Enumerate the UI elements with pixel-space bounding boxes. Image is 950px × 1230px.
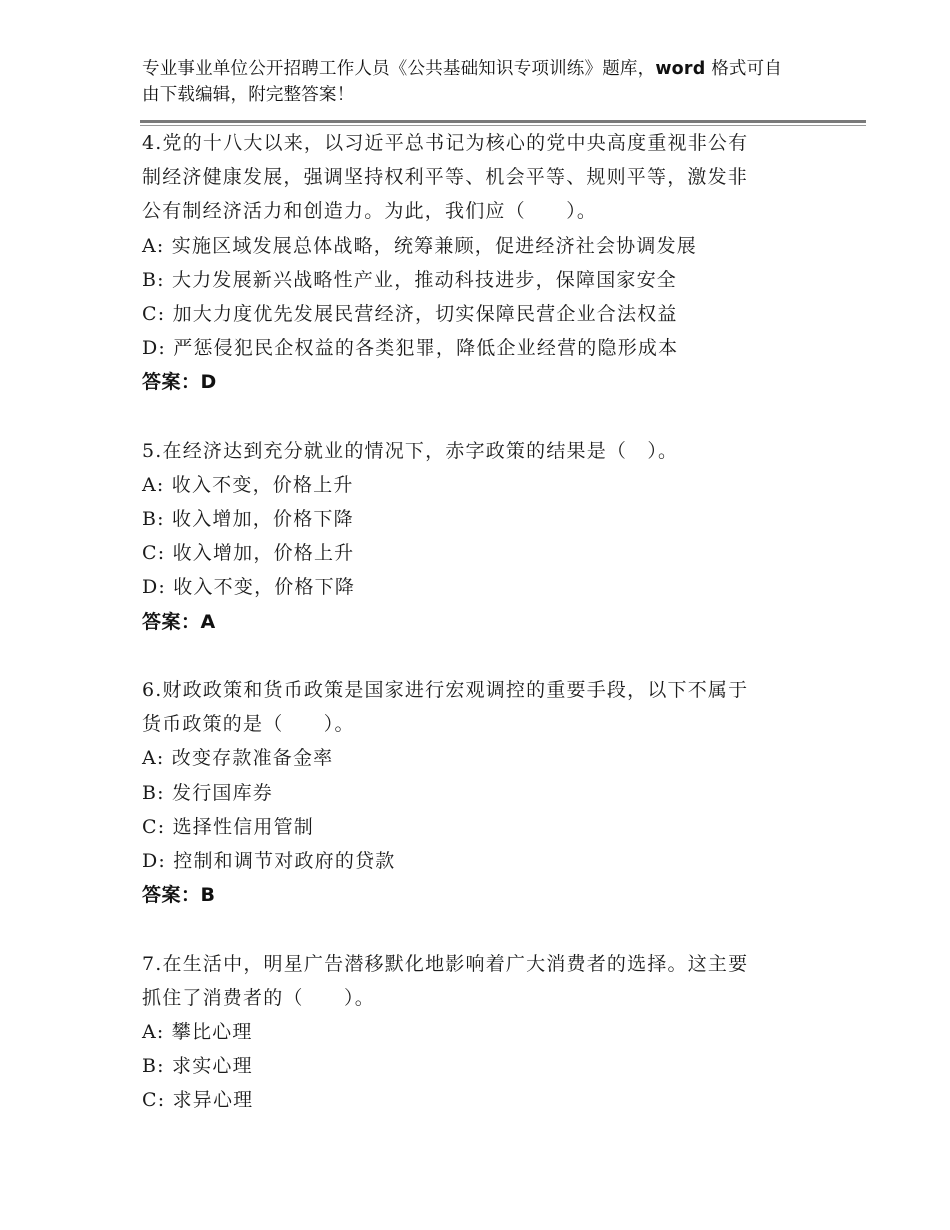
separator-thick-line bbox=[140, 120, 866, 123]
question-7 bbox=[142, 947, 802, 1118]
option-key: B: bbox=[142, 508, 165, 531]
option-a bbox=[142, 741, 802, 775]
option-key: D: bbox=[142, 576, 167, 599]
option-b bbox=[142, 776, 802, 810]
option-key: C: bbox=[142, 1089, 166, 1112]
option-a bbox=[142, 1015, 802, 1049]
option-text: 攀比心理 bbox=[164, 1020, 253, 1043]
question-list bbox=[142, 126, 802, 1117]
option-key: B: bbox=[142, 268, 165, 291]
question-5 bbox=[142, 434, 802, 639]
header-line-2: 由下载编辑，附完整答案！ bbox=[142, 85, 355, 105]
option-text: 收入不变，价格上升 bbox=[164, 473, 354, 496]
option-text: 收入增加，价格上升 bbox=[165, 542, 355, 565]
spacer bbox=[142, 912, 802, 946]
header-line-1-prefix: 专业事业单位公开招聘工作人员《公共基础知识专项训练》题库， bbox=[142, 59, 656, 79]
option-key: B: bbox=[142, 781, 165, 804]
option-text: 实施区域发展总体战略，统筹兼顾，促进经济社会协调发展 bbox=[164, 234, 697, 257]
question-stem-line: 货币政策的是（ ）。 bbox=[142, 713, 355, 736]
option-key: C: bbox=[142, 542, 166, 565]
option-key: C: bbox=[142, 302, 166, 325]
option-b bbox=[142, 502, 802, 536]
question-stem-line: 公有制经济活力和创造力。为此，我们应（ ）。 bbox=[142, 200, 598, 223]
option-c bbox=[142, 536, 802, 570]
question-4 bbox=[142, 126, 802, 400]
question-stem-line: 抓住了消费者的（ ）。 bbox=[142, 986, 375, 1009]
option-key: C: bbox=[142, 815, 166, 838]
option-text: 选择性信用管制 bbox=[165, 815, 314, 838]
question-stem-line: 6.财政政策和货币政策是国家进行宏观调控的重要手段，以下不属于 bbox=[142, 679, 749, 701]
answer-label: 答案：A bbox=[142, 610, 216, 633]
option-c bbox=[142, 1083, 802, 1117]
question-6 bbox=[142, 673, 802, 912]
option-c bbox=[142, 297, 802, 331]
header-line-1 bbox=[142, 56, 812, 82]
document-header bbox=[142, 56, 812, 108]
answer-label: 答案：B bbox=[142, 884, 216, 907]
option-key: A: bbox=[142, 1020, 165, 1043]
option-key: B: bbox=[142, 1055, 165, 1078]
option-a bbox=[142, 229, 802, 263]
option-text: 求实心理 bbox=[164, 1055, 253, 1078]
option-text: 加大力度优先发展民营经济，切实保障民营企业合法权益 bbox=[165, 302, 678, 325]
option-text: 严惩侵犯民企权益的各类犯罪，降低企业经营的隐形成本 bbox=[166, 337, 679, 360]
spacer bbox=[142, 400, 802, 434]
option-key: A: bbox=[142, 747, 165, 770]
option-text: 发行国库券 bbox=[164, 781, 274, 804]
option-b bbox=[142, 263, 802, 297]
option-d bbox=[142, 570, 802, 604]
option-key: A: bbox=[142, 234, 165, 257]
header-line-1-suffix: 格式可自 bbox=[705, 59, 783, 79]
option-a bbox=[142, 468, 802, 502]
option-text: 收入不变，价格下降 bbox=[166, 576, 356, 599]
option-text: 控制和调节对政府的贷款 bbox=[166, 849, 396, 872]
question-stem-line: 制经济健康发展，强调坚持权利平等、机会平等、规则平等，激发非 bbox=[142, 166, 749, 189]
header-word-label: word bbox=[655, 59, 706, 79]
question-stem-line: 4.党的十八大以来，以习近平总书记为核心的党中央高度重视非公有 bbox=[142, 132, 749, 154]
question-stem-line: 7.在生活中，明星广告潜移默化地影响着广大消费者的选择。这主要 bbox=[142, 952, 749, 975]
option-b bbox=[142, 1049, 802, 1083]
option-d bbox=[142, 844, 802, 878]
option-text: 收入增加，价格下降 bbox=[164, 508, 354, 531]
question-stem-line: 5.在经济达到充分就业的情况下，赤字政策的结果是（ ）。 bbox=[142, 439, 679, 462]
option-text: 改变存款准备金率 bbox=[164, 747, 334, 770]
option-text: 大力发展新兴战略性产业，推动科技进步，保障国家安全 bbox=[164, 268, 678, 291]
answer-label: 答案：D bbox=[142, 371, 217, 394]
option-d bbox=[142, 331, 802, 365]
spacer bbox=[142, 639, 802, 673]
option-key: D: bbox=[142, 849, 167, 872]
option-c bbox=[142, 810, 802, 844]
option-key: A: bbox=[142, 473, 165, 496]
option-text: 求异心理 bbox=[165, 1089, 254, 1112]
option-key: D: bbox=[142, 337, 167, 360]
